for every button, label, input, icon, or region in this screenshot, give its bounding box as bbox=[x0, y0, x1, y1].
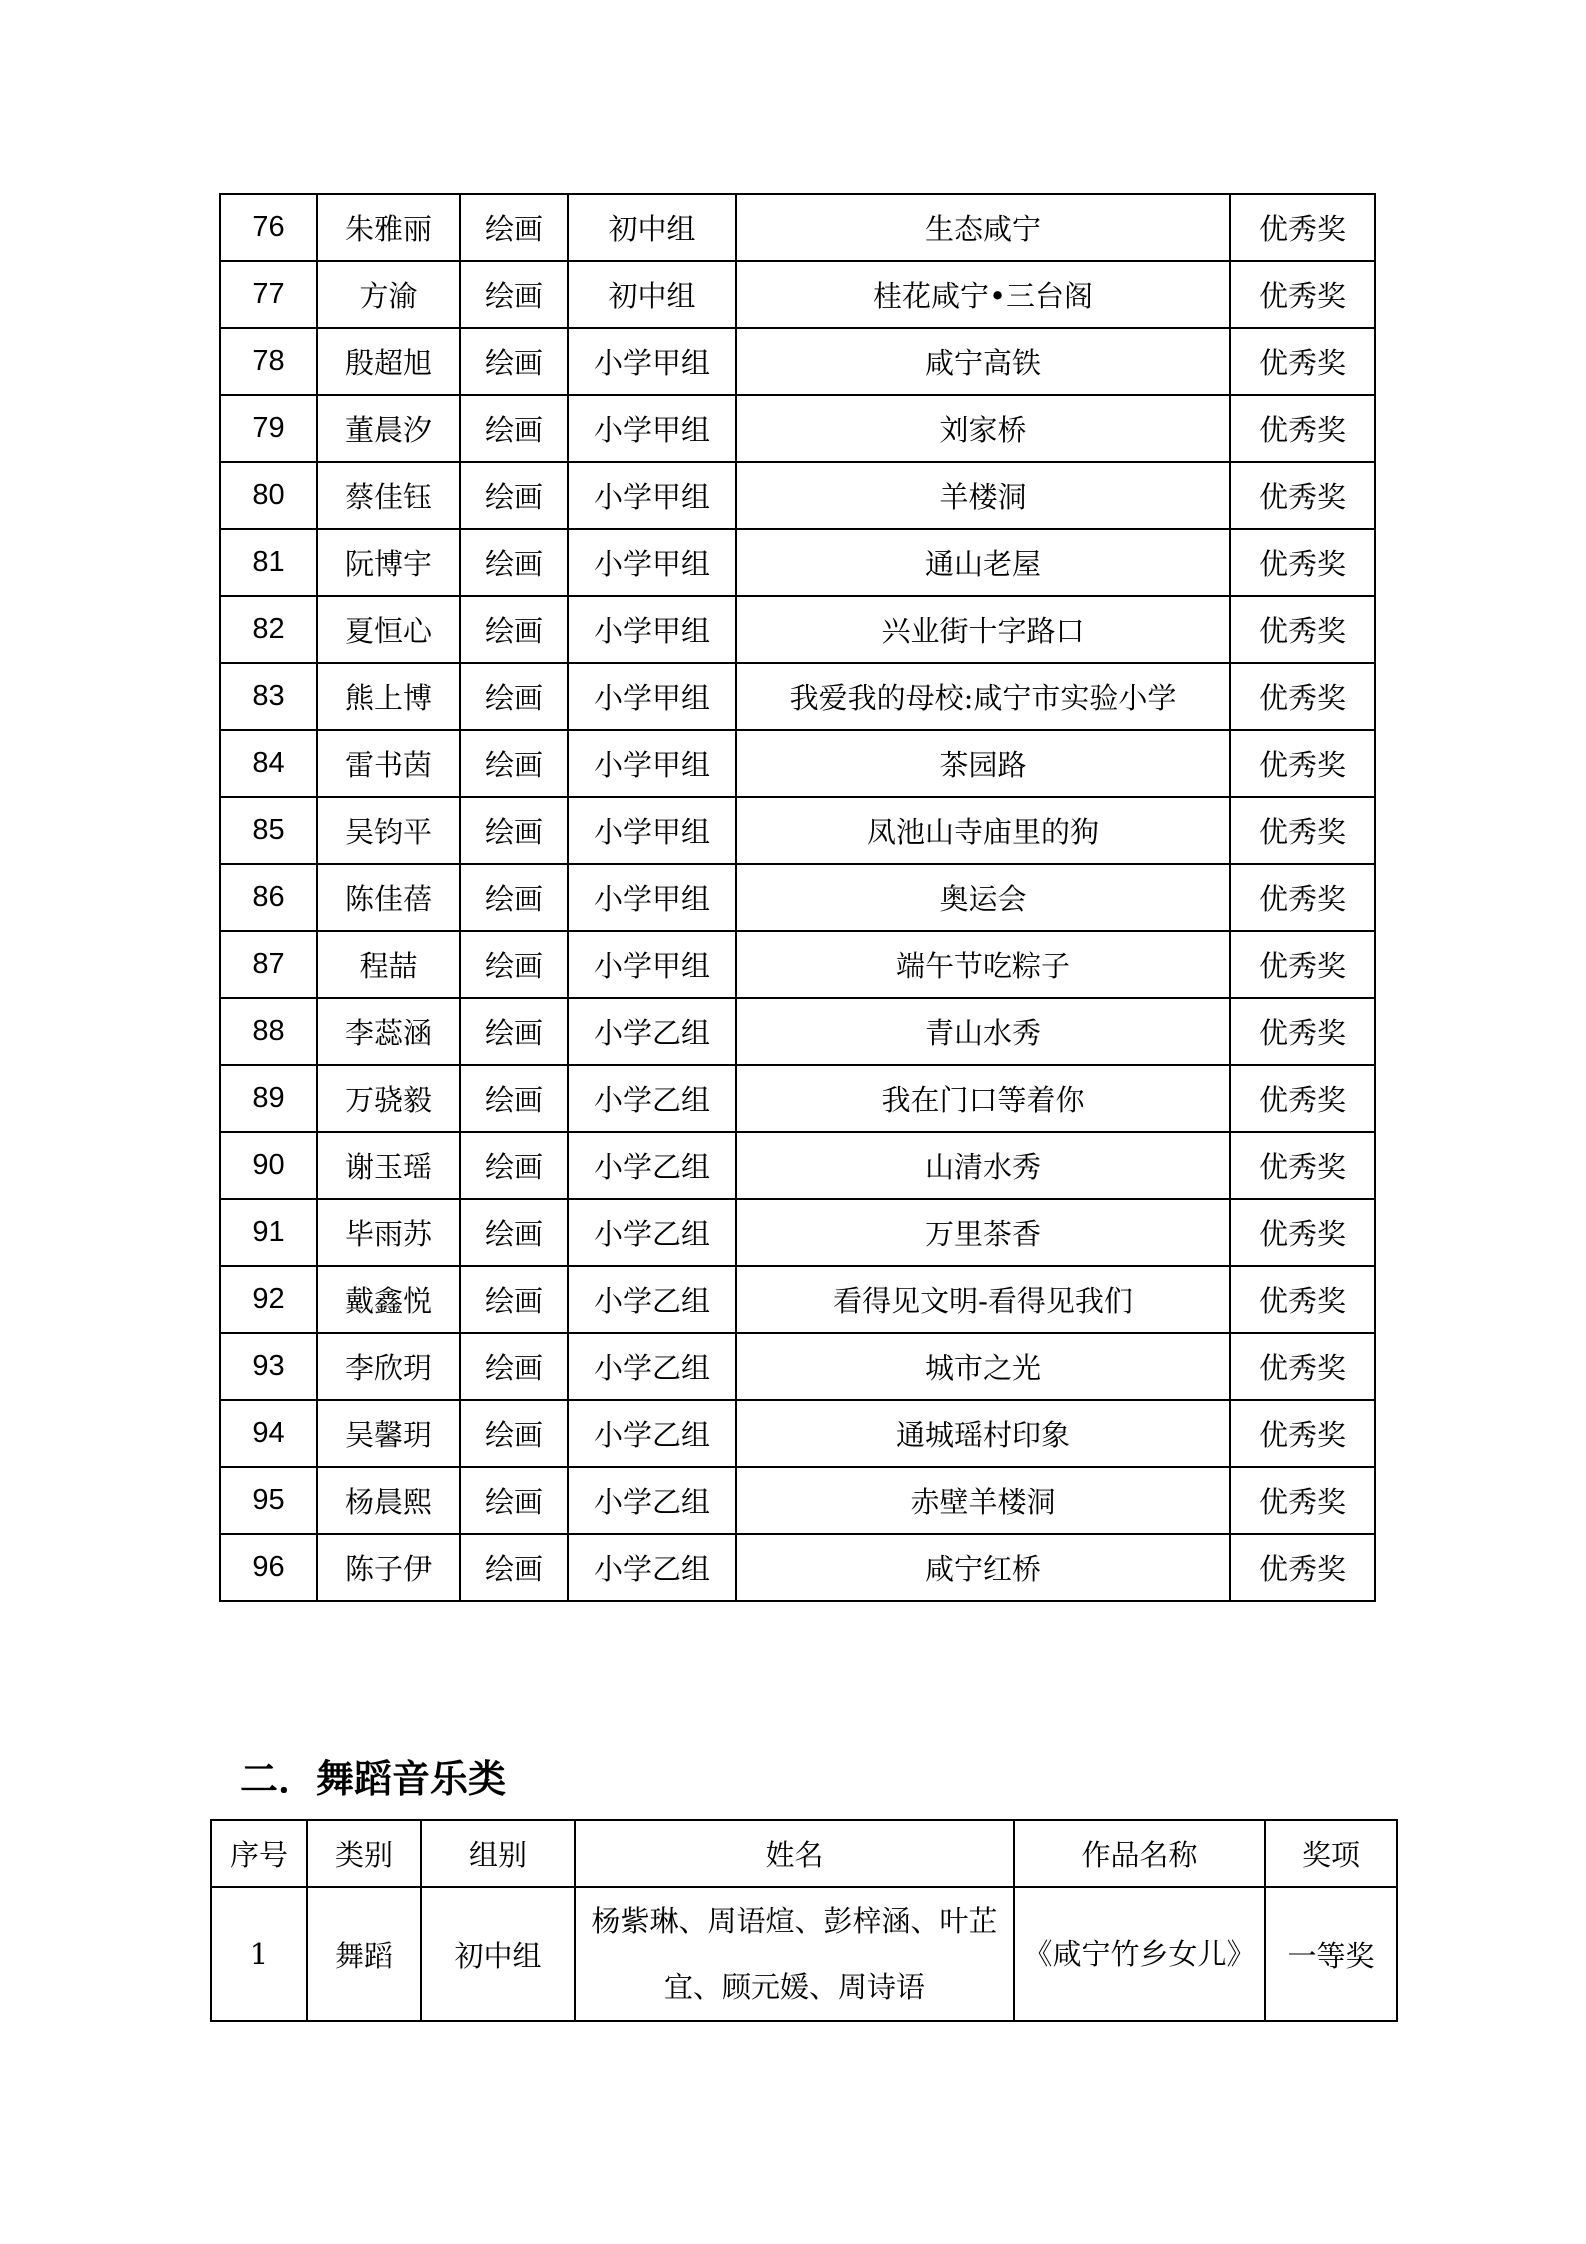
cell-award: 优秀奖 bbox=[1230, 1467, 1375, 1534]
cell-category: 绘画 bbox=[460, 1333, 568, 1400]
cell-category: 绘画 bbox=[460, 1534, 568, 1601]
cell-work: 城市之光 bbox=[736, 1333, 1230, 1400]
cell-award: 优秀奖 bbox=[1230, 261, 1375, 328]
table-row bbox=[220, 1199, 1375, 1266]
cell-category: 绘画 bbox=[460, 596, 568, 663]
cell-no: 93 bbox=[220, 1333, 317, 1400]
table-header-row bbox=[211, 1820, 1397, 1887]
cell-work: 咸宁红桥 bbox=[736, 1534, 1230, 1601]
cell-work: 刘家桥 bbox=[736, 395, 1230, 462]
cell-group: 小学乙组 bbox=[568, 1534, 736, 1601]
header-category: 类别 bbox=[307, 1820, 421, 1887]
cell-category: 绘画 bbox=[460, 1132, 568, 1199]
table-row bbox=[220, 663, 1375, 730]
cell-category: 绘画 bbox=[460, 395, 568, 462]
cell-work: 看得见文明-看得见我们 bbox=[736, 1266, 1230, 1333]
header-work: 作品名称 bbox=[1014, 1820, 1265, 1887]
cell-name: 殷超旭 bbox=[317, 328, 460, 395]
cell-no: 91 bbox=[220, 1199, 317, 1266]
cell-name: 陈子伊 bbox=[317, 1534, 460, 1601]
cell-award: 优秀奖 bbox=[1230, 529, 1375, 596]
cell-name: 吴钧平 bbox=[317, 797, 460, 864]
cell-award: 优秀奖 bbox=[1230, 1534, 1375, 1601]
section-heading: 二．舞蹈音乐类 bbox=[240, 1757, 507, 1801]
cell-work: 兴业街十字路口 bbox=[736, 596, 1230, 663]
cell-no: 96 bbox=[220, 1534, 317, 1601]
table-row bbox=[220, 529, 1375, 596]
cell-group: 小学乙组 bbox=[568, 1400, 736, 1467]
cell-group: 小学乙组 bbox=[568, 1132, 736, 1199]
cell-award: 优秀奖 bbox=[1230, 663, 1375, 730]
cell-category: 绘画 bbox=[460, 998, 568, 1065]
cell-name: 陈佳蓓 bbox=[317, 864, 460, 931]
cell-award: 一等奖 bbox=[1265, 1887, 1397, 2021]
cell-name: 方渝 bbox=[317, 261, 460, 328]
cell-category: 绘画 bbox=[460, 328, 568, 395]
cell-no: 83 bbox=[220, 663, 317, 730]
cell-award: 优秀奖 bbox=[1230, 931, 1375, 998]
cell-category: 绘画 bbox=[460, 931, 568, 998]
table-row bbox=[220, 730, 1375, 797]
cell-category: 绘画 bbox=[460, 797, 568, 864]
cell-category: 舞蹈 bbox=[307, 1887, 421, 2021]
header-group: 组别 bbox=[421, 1820, 575, 1887]
cell-work: 我爱我的母校:咸宁市实验小学 bbox=[736, 663, 1230, 730]
cell-work: 端午节吃粽子 bbox=[736, 931, 1230, 998]
cell-category: 绘画 bbox=[460, 1467, 568, 1534]
cell-group: 小学甲组 bbox=[568, 663, 736, 730]
cell-no: 77 bbox=[220, 261, 317, 328]
cell-name: 万骁毅 bbox=[317, 1065, 460, 1132]
table-row bbox=[220, 864, 1375, 931]
cell-name: 李蕊涵 bbox=[317, 998, 460, 1065]
cell-work: 万里茶香 bbox=[736, 1199, 1230, 1266]
cell-category: 绘画 bbox=[460, 529, 568, 596]
table-row bbox=[220, 1065, 1375, 1132]
cell-award: 优秀奖 bbox=[1230, 194, 1375, 261]
cell-category: 绘画 bbox=[460, 1266, 568, 1333]
cell-group: 小学甲组 bbox=[568, 328, 736, 395]
cell-work: 通山老屋 bbox=[736, 529, 1230, 596]
cell-name: 杨紫琳、周语煊、彭梓涵、叶芷宜、顾元媛、周诗语 bbox=[575, 1887, 1014, 2021]
cell-award: 优秀奖 bbox=[1230, 1132, 1375, 1199]
cell-category: 绘画 bbox=[460, 261, 568, 328]
table-row bbox=[220, 462, 1375, 529]
cell-award: 优秀奖 bbox=[1230, 328, 1375, 395]
cell-name: 熊上博 bbox=[317, 663, 460, 730]
cell-no: 86 bbox=[220, 864, 317, 931]
cell-name: 杨晨熙 bbox=[317, 1467, 460, 1534]
cell-group: 小学乙组 bbox=[568, 1467, 736, 1534]
awards-table-body bbox=[211, 1887, 1397, 2021]
cell-group: 小学乙组 bbox=[568, 1266, 736, 1333]
cell-no: 78 bbox=[220, 328, 317, 395]
cell-name: 戴鑫悦 bbox=[317, 1266, 460, 1333]
table-row bbox=[220, 1467, 1375, 1534]
cell-no: 92 bbox=[220, 1266, 317, 1333]
cell-category: 绘画 bbox=[460, 1065, 568, 1132]
table-row bbox=[220, 1333, 1375, 1400]
cell-category: 绘画 bbox=[460, 864, 568, 931]
cell-no: 82 bbox=[220, 596, 317, 663]
cell-work: 我在门口等着你 bbox=[736, 1065, 1230, 1132]
cell-no: 90 bbox=[220, 1132, 317, 1199]
cell-work: 《咸宁竹乡女儿》 bbox=[1014, 1887, 1265, 2021]
cell-no: 84 bbox=[220, 730, 317, 797]
cell-no: 94 bbox=[220, 1400, 317, 1467]
cell-work: 奥运会 bbox=[736, 864, 1230, 931]
cell-category: 绘画 bbox=[460, 663, 568, 730]
cell-group: 小学甲组 bbox=[568, 462, 736, 529]
table-row bbox=[211, 1887, 1397, 2021]
cell-group: 小学甲组 bbox=[568, 797, 736, 864]
table-row bbox=[220, 998, 1375, 1065]
cell-group: 小学甲组 bbox=[568, 596, 736, 663]
cell-award: 优秀奖 bbox=[1230, 1065, 1375, 1132]
cell-work: 茶园路 bbox=[736, 730, 1230, 797]
header-no: 序号 bbox=[211, 1820, 307, 1887]
cell-no: 76 bbox=[220, 194, 317, 261]
cell-no: 1 bbox=[211, 1887, 307, 2021]
cell-group: 小学甲组 bbox=[568, 864, 736, 931]
cell-group: 小学甲组 bbox=[568, 931, 736, 998]
cell-name: 阮博宇 bbox=[317, 529, 460, 596]
cell-group: 初中组 bbox=[421, 1887, 575, 2021]
table-row bbox=[220, 261, 1375, 328]
table-row bbox=[220, 931, 1375, 998]
awards-table-dance-music bbox=[210, 1819, 1398, 2022]
cell-award: 优秀奖 bbox=[1230, 730, 1375, 797]
cell-work: 生态咸宁 bbox=[736, 194, 1230, 261]
header-name: 姓名 bbox=[575, 1820, 1014, 1887]
cell-category: 绘画 bbox=[460, 730, 568, 797]
cell-award: 优秀奖 bbox=[1230, 797, 1375, 864]
cell-name: 吴馨玥 bbox=[317, 1400, 460, 1467]
cell-category: 绘画 bbox=[460, 1400, 568, 1467]
cell-name: 蔡佳钰 bbox=[317, 462, 460, 529]
table-row bbox=[220, 596, 1375, 663]
cell-award: 优秀奖 bbox=[1230, 998, 1375, 1065]
table-row bbox=[220, 1132, 1375, 1199]
awards-table-painting bbox=[219, 193, 1376, 1602]
cell-category: 绘画 bbox=[460, 1199, 568, 1266]
cell-group: 小学乙组 bbox=[568, 1065, 736, 1132]
cell-name: 毕雨苏 bbox=[317, 1199, 460, 1266]
cell-award: 优秀奖 bbox=[1230, 596, 1375, 663]
cell-work: 赤壁羊楼洞 bbox=[736, 1467, 1230, 1534]
cell-no: 87 bbox=[220, 931, 317, 998]
cell-award: 优秀奖 bbox=[1230, 1199, 1375, 1266]
cell-award: 优秀奖 bbox=[1230, 1400, 1375, 1467]
header-award: 奖项 bbox=[1265, 1820, 1397, 1887]
cell-category: 绘画 bbox=[460, 462, 568, 529]
cell-no: 85 bbox=[220, 797, 317, 864]
cell-work: 凤池山寺庙里的狗 bbox=[736, 797, 1230, 864]
cell-award: 优秀奖 bbox=[1230, 462, 1375, 529]
cell-work: 山清水秀 bbox=[736, 1132, 1230, 1199]
table-row bbox=[220, 1534, 1375, 1601]
cell-category: 绘画 bbox=[460, 194, 568, 261]
cell-work: 羊楼洞 bbox=[736, 462, 1230, 529]
cell-name: 朱雅丽 bbox=[317, 194, 460, 261]
cell-no: 88 bbox=[220, 998, 317, 1065]
cell-group: 小学乙组 bbox=[568, 1199, 736, 1266]
cell-name: 李欣玥 bbox=[317, 1333, 460, 1400]
cell-name: 雷书茵 bbox=[317, 730, 460, 797]
table-row bbox=[220, 797, 1375, 864]
cell-work: 青山水秀 bbox=[736, 998, 1230, 1065]
cell-no: 80 bbox=[220, 462, 317, 529]
cell-work: 桂花咸宁•三台阁 bbox=[736, 261, 1230, 328]
cell-name: 夏恒心 bbox=[317, 596, 460, 663]
cell-work: 通城瑶村印象 bbox=[736, 1400, 1230, 1467]
table-row bbox=[220, 395, 1375, 462]
cell-name: 董晨汐 bbox=[317, 395, 460, 462]
cell-no: 89 bbox=[220, 1065, 317, 1132]
cell-group: 初中组 bbox=[568, 194, 736, 261]
cell-no: 95 bbox=[220, 1467, 317, 1534]
cell-group: 小学甲组 bbox=[568, 395, 736, 462]
table-row bbox=[220, 194, 1375, 261]
table-row bbox=[220, 1400, 1375, 1467]
cell-group: 初中组 bbox=[568, 261, 736, 328]
cell-award: 优秀奖 bbox=[1230, 1266, 1375, 1333]
cell-name: 程喆 bbox=[317, 931, 460, 998]
cell-no: 81 bbox=[220, 529, 317, 596]
cell-group: 小学甲组 bbox=[568, 730, 736, 797]
cell-award: 优秀奖 bbox=[1230, 1333, 1375, 1400]
table-row bbox=[220, 1266, 1375, 1333]
cell-work: 咸宁高铁 bbox=[736, 328, 1230, 395]
cell-name: 谢玉瑶 bbox=[317, 1132, 460, 1199]
cell-no: 79 bbox=[220, 395, 317, 462]
cell-group: 小学乙组 bbox=[568, 1333, 736, 1400]
cell-group: 小学甲组 bbox=[568, 529, 736, 596]
table-row bbox=[220, 328, 1375, 395]
cell-group: 小学乙组 bbox=[568, 998, 736, 1065]
awards-table-body bbox=[220, 194, 1375, 1601]
cell-award: 优秀奖 bbox=[1230, 395, 1375, 462]
cell-award: 优秀奖 bbox=[1230, 864, 1375, 931]
